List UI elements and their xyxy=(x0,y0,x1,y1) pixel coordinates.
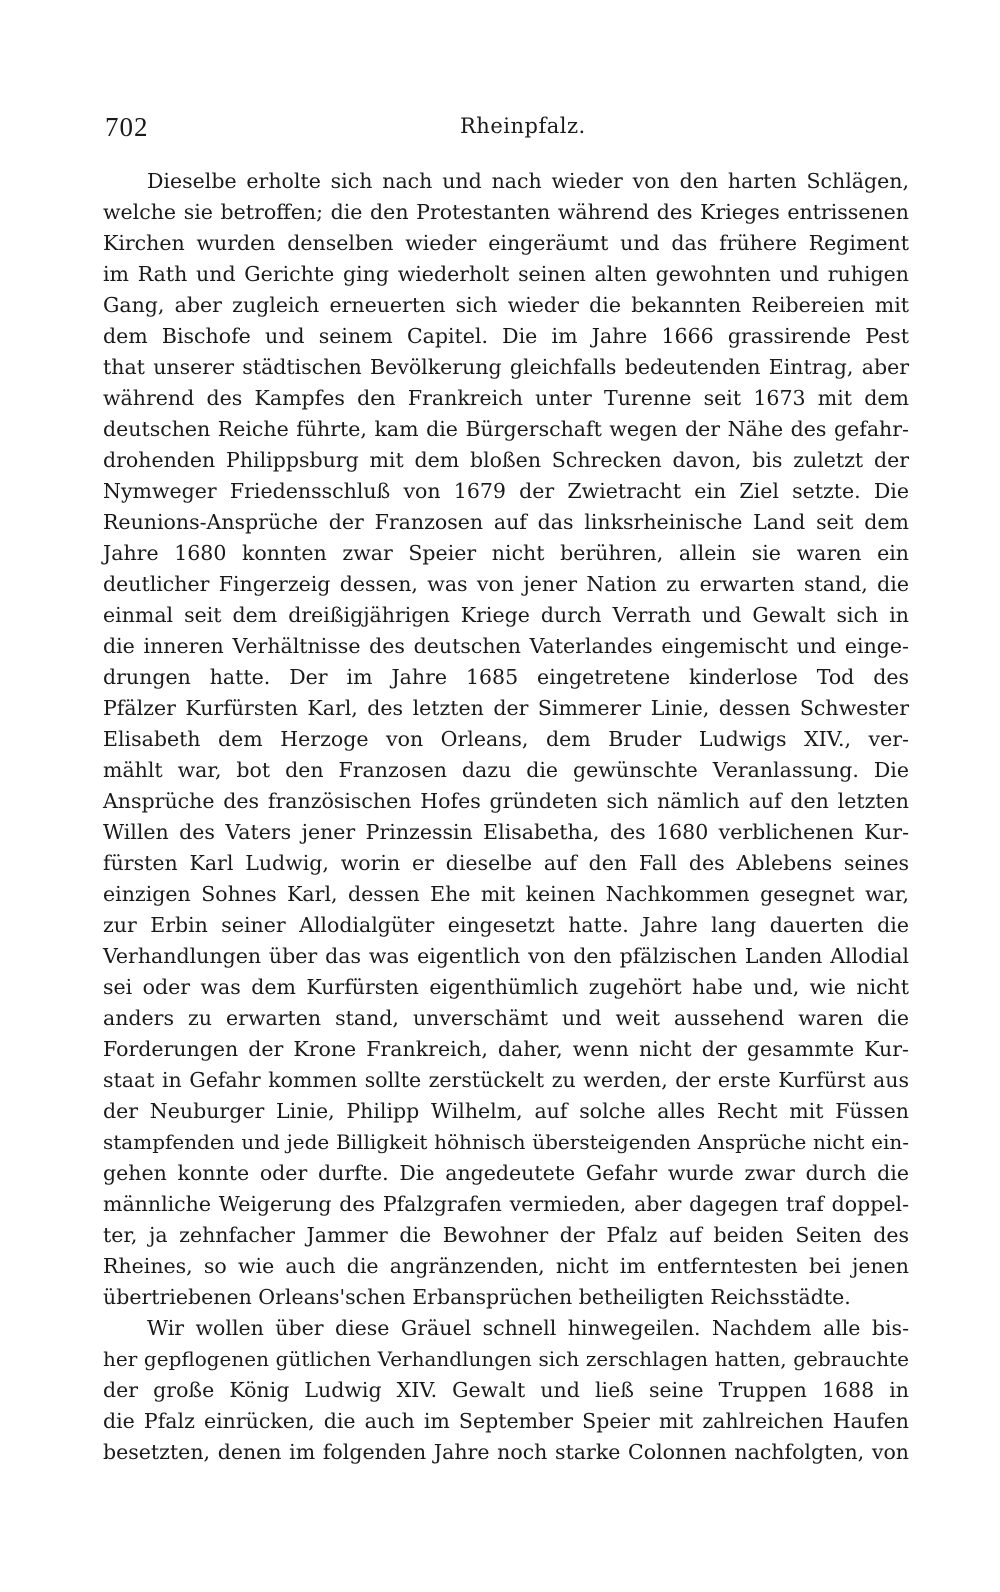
text-line: deutlicher Fingerzeig dessen, was von jener Nation zu erwarten stand, die xyxy=(103,572,909,596)
text-line: während des Kampfes den Frankreich unter Turenne seit 1673 mit dem xyxy=(103,386,909,410)
text-line: im Rath und Gerichte ging wiederholt seinen alten gewohnten und ruhigen xyxy=(103,262,909,286)
text-line: stampfenden und jede Billigkeit höhnisch übersteigenden Ansprüche nicht ein- xyxy=(103,1130,909,1154)
text-line: männliche Weigerung des Pfalzgrafen vermieden, aber dagegen traf doppel- xyxy=(103,1192,909,1216)
text-line: Kirchen wurden denselben wieder eingeräumt und das frühere Regiment xyxy=(103,231,909,255)
text-line: Ansprüche des französischen Hofes gründeten sich nämlich auf den letzten xyxy=(103,789,909,813)
text-line: fürsten Karl Ludwig, worin er dieselbe auf den Fall des Ablebens seines xyxy=(103,851,909,875)
text-line: Elisabeth dem Herzoge von Orleans, dem Bruder Ludwigs XIV., ver- xyxy=(103,727,909,751)
text-line: einzigen Sohnes Karl, dessen Ehe mit keinen Nachkommen gesegnet war, xyxy=(103,882,909,906)
text-line: die Pfalz einrücken, die auch im September Speier mit zahlreichen Haufen xyxy=(103,1409,909,1433)
text-line: deutschen Reiche führte, kam die Bürgerschaft wegen der Nähe des gefahr- xyxy=(103,417,909,441)
page-number: 702 xyxy=(105,112,149,142)
text-line: Reunions-Ansprüche der Franzosen auf das linksrheinische Land seit dem xyxy=(103,510,909,534)
text-line: besetzten, denen im folgenden Jahre noch starke Colonnen nachfolgten, von xyxy=(103,1440,909,1464)
text-line: zur Erbin seiner Allodialgüter eingesetzt hatte. Jahre lang dauerten die xyxy=(103,913,909,937)
text-line: gehen konnte oder durfte. Die angedeutete Gefahr wurde zwar durch die xyxy=(103,1161,909,1185)
running-title: Rheinpfalz. xyxy=(460,114,586,138)
text-line: Rheines, so wie auch die angränzenden, nicht im entferntesten bei jenen xyxy=(103,1254,909,1278)
text-line: drohenden Philippsburg mit dem bloßen Schrecken davon, bis zuletzt der xyxy=(103,448,909,472)
text-line: anders zu erwarten stand, unverschämt und weit aussehend waren die xyxy=(103,1006,909,1030)
text-line: sei oder was dem Kurfürsten eigenthümlich zugehört habe und, wie nicht xyxy=(103,975,909,999)
text-line: der Neuburger Linie, Philipp Wilhelm, auf solche alles Recht mit Füssen xyxy=(103,1099,909,1123)
text-line: die inneren Verhältnisse des deutschen Vaterlandes eingemischt und einge- xyxy=(103,634,909,658)
text-line: Forderungen der Krone Frankreich, daher, wenn nicht der gesammte Kur- xyxy=(103,1037,909,1061)
text-line: Nymweger Friedensschluß von 1679 der Zwietracht ein Ziel setzte. Die xyxy=(103,479,909,503)
text-line: dem Bischofe und seinem Capitel. Die im Jahre 1666 grassirende Pest xyxy=(103,324,909,348)
text-line: Willen des Vaters jener Prinzessin Elisabetha, des 1680 verblichenen Kur- xyxy=(103,820,909,844)
text-line: Gang, aber zugleich erneuerten sich wieder die bekannten Reibereien mit xyxy=(103,293,909,317)
text-line: Pfälzer Kurfürsten Karl, des letzten der Simmerer Linie, dessen Schwester xyxy=(103,696,909,720)
text-line: einmal seit dem dreißigjährigen Kriege durch Verrath und Gewalt sich in xyxy=(103,603,909,627)
text-line: staat in Gefahr kommen sollte zerstückelt zu werden, der erste Kurfürst aus xyxy=(103,1068,909,1092)
text-line: der große König Ludwig XIV. Gewalt und ließ seine Truppen 1688 in xyxy=(103,1378,909,1402)
text-line: übertriebenen Orleans'schen Erbansprüchen betheiligten Reichsstädte. xyxy=(103,1285,851,1309)
text-line: that unserer städtischen Bevölkerung gleichfalls bedeutenden Eintrag, aber xyxy=(103,355,909,379)
text-line: Wir wollen über diese Gräuel schnell hinwegeilen. Nachdem alle bis- xyxy=(147,1316,909,1340)
text-line: Verhandlungen über das was eigentlich von den pfälzischen Landen Allodial xyxy=(103,944,909,968)
text-line: ter, ja zehnfacher Jammer die Bewohner der Pfalz auf beiden Seiten des xyxy=(103,1223,909,1247)
text-line: Jahre 1680 konnten zwar Speier nicht berühren, allein sie waren ein xyxy=(103,541,909,565)
text-line: her gepflogenen gütlichen Verhandlungen sich zerschlagen hatten, gebrauchte xyxy=(103,1347,909,1371)
text-line: mählt war, bot den Franzosen dazu die gewünschte Veranlassung. Die xyxy=(103,758,909,782)
text-line: drungen hatte. Der im Jahre 1685 eingetretene kinderlose Tod des xyxy=(103,665,909,689)
page-header xyxy=(105,112,905,148)
text-line: Dieselbe erholte sich nach und nach wieder von den harten Schlägen, xyxy=(147,169,909,193)
text-line: welche sie betroffen; die den Protestanten während des Krieges entrissenen xyxy=(103,200,909,224)
